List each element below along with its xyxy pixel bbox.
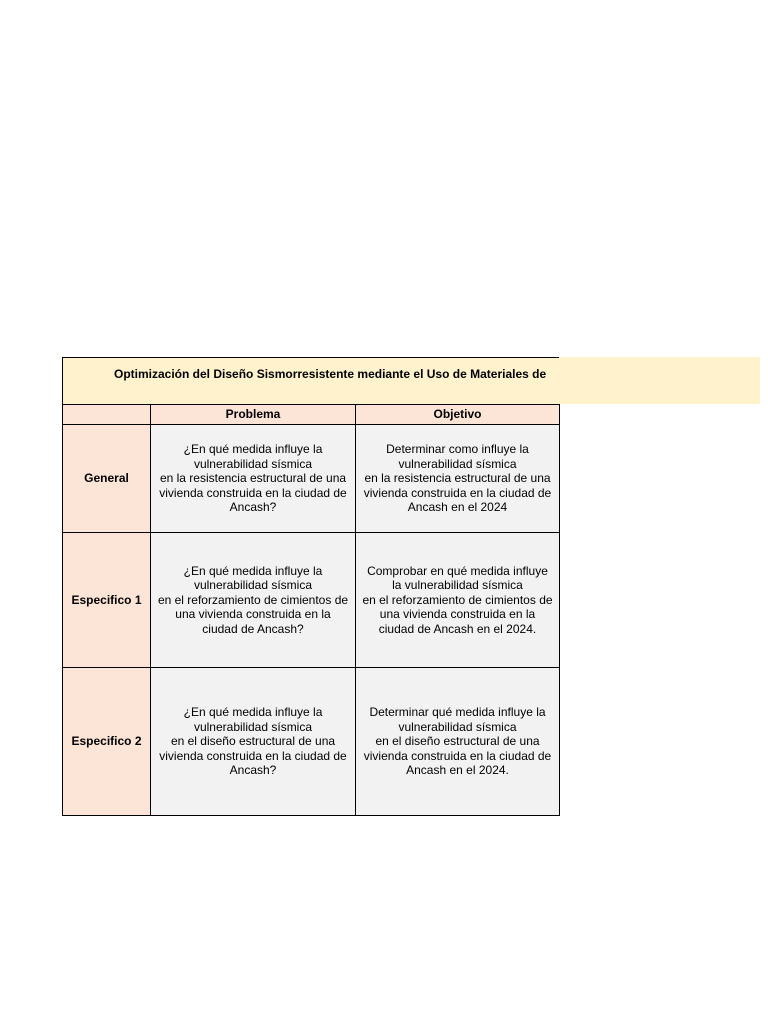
especifico-2-problema-cell: ¿En qué medida influye la vulnerabilidad sísmica en el diseño estructural de una vivienda construida en la ciudad de Ancash?: [150, 667, 356, 816]
general-problema-cell: ¿En qué medida influye la vulnerabilidad sísmica en la resistencia estructural de una vivienda construida en la ciudad de Ancash?: [150, 424, 356, 533]
matrix-table: [62, 404, 560, 816]
row-label-especifico-1: Especifico 1: [62, 532, 151, 668]
page-title: Optimización del Diseño Sismorresistente mediante el Uso de Materiales de: [114, 367, 547, 381]
header-objetivo: Objetivo: [355, 404, 560, 425]
general-objetivo-cell: Determinar como influye la vulnerabilidad sísmica en la resistencia estructural de una vivienda construida en la ciudad de Ancash en el 2024: [355, 424, 560, 533]
especifico-1-objetivo-cell: Comprobar en qué medida influye la vulnerabilidad sísmica en el reforzamiento de cimientos de una vivienda construida en la ciudad de Ancash en el 2024.: [355, 532, 560, 668]
row-label-general: General: [62, 424, 151, 533]
row-label-especifico-2: Especifico 2: [62, 667, 151, 816]
header-problema: Problema: [150, 404, 356, 425]
header-empty-cell: [62, 404, 151, 425]
especifico-2-objetivo-cell: Determinar qué medida influye la vulnerabilidad sísmica en el diseño estructural de una vivienda construida en la ciudad de Ancash en el 2024.: [355, 667, 560, 816]
title-cell: [62, 357, 559, 404]
especifico-1-problema-cell: ¿En qué medida influye la vulnerabilidad sísmica en el reforzamiento de cimientos de una vivienda construida en la ciudad de Ancash?: [150, 532, 356, 668]
